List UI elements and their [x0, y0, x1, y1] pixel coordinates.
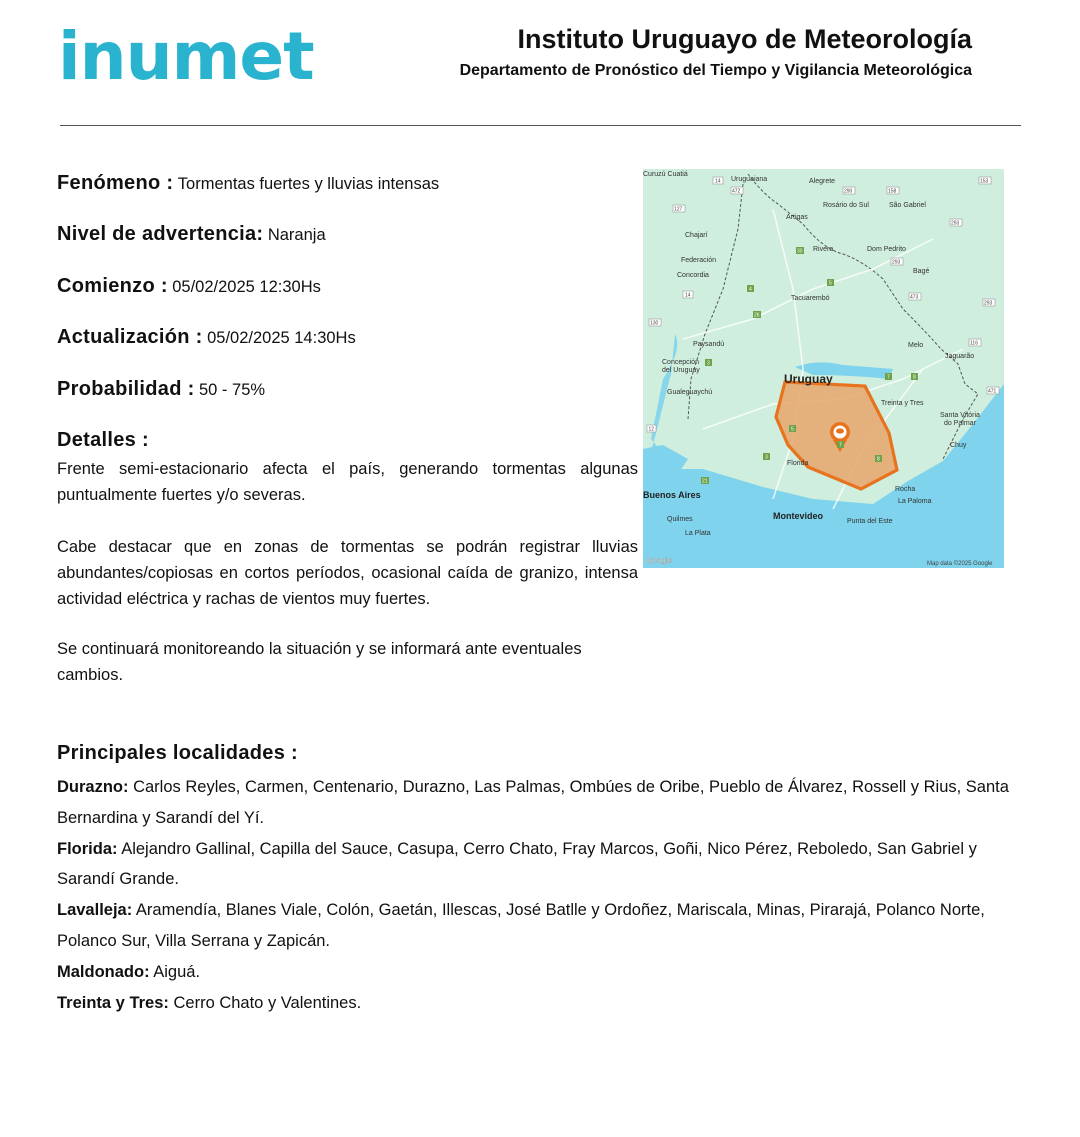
list-item	[57, 834, 1017, 896]
svg-text:12: 12	[648, 426, 655, 433]
actualizacion-label: Actualización :	[57, 326, 203, 348]
nivel-value: Naranja	[267, 226, 326, 244]
place-label: Chajarí	[685, 232, 708, 239]
svg-text:290: 290	[844, 188, 853, 195]
field-actualizacion	[57, 326, 356, 349]
svg-text:130: 130	[650, 320, 659, 327]
svg-text:26: 26	[754, 312, 760, 319]
place-label: do Palmar	[944, 420, 976, 427]
place-label: Punta del Este	[847, 518, 893, 525]
place-label: Santa Vitória	[940, 412, 980, 419]
warning-map	[643, 169, 1004, 568]
svg-text:3: 3	[765, 454, 768, 461]
department-places: Carlos Reyles, Carmen, Centenario, Durazno, Las Palmas, Ombúes de Oribe, Pueblo de Álvarez, Rossell y Rius, Santa Bernardina y Sarandí del Yí.	[57, 778, 1009, 827]
department-name: Durazno:	[57, 778, 129, 796]
detalles-paragraph-2: Cabe destacar que en zonas de tormentas se podrán registrar lluvias abundantes/copiosas en cortos períodos, ocasional caída de granizo, intensa actividad eléctrica y rachas de vientos muy fuertes.	[57, 538, 638, 608]
place-label: Florida	[787, 460, 809, 467]
svg-text:8: 8	[913, 374, 916, 381]
field-comienzo	[57, 275, 321, 298]
department-name: Lavalleja:	[57, 901, 133, 920]
department-places: Cerro Chato y Valentines.	[173, 993, 362, 1012]
probabilidad-value: 50 - 75%	[199, 381, 266, 399]
place-label: Jaguarão	[945, 353, 975, 360]
comienzo-value: 05/02/2025 12:30Hs	[172, 278, 321, 296]
svg-text:14: 14	[685, 292, 691, 299]
place-label: Paysandú	[693, 341, 725, 348]
detalles-heading: Detalles :	[57, 429, 149, 451]
inumet-logo: inumet	[58, 18, 314, 95]
place-label: Rosário do Sul	[823, 202, 869, 209]
place-label: Concordia	[677, 272, 709, 279]
svg-text:293: 293	[892, 259, 901, 266]
place-label: São Gabriel	[889, 202, 926, 209]
place-label: Federación	[681, 257, 717, 264]
department-places: Alejandro Gallinal, Capilla del Sauce, Casupa, Cerro Chato, Fray Marcos, Goñi, Nico Pérez, Reboledo, San Gabriel y Sarandí Grande.	[57, 839, 977, 889]
department-name: Treinta y Tres:	[57, 993, 169, 1012]
svg-text:3: 3	[707, 360, 710, 367]
place-label: Gualeguaychú	[667, 389, 713, 396]
fenomeno-label: Fenómeno :	[57, 172, 174, 194]
probabilidad-label: Probabilidad :	[57, 378, 195, 400]
svg-text:472: 472	[732, 188, 741, 195]
nivel-label: Nivel de advertencia:	[57, 223, 264, 245]
svg-text:21: 21	[702, 478, 708, 485]
place-label: Dom Pedrito	[867, 246, 906, 253]
svg-text:5: 5	[829, 280, 832, 287]
list-item	[57, 988, 1017, 1019]
department-subtitle: Departamento de Pronóstico del Tiempo y Vigilancia Meteorológica	[459, 62, 972, 79]
map-attribution: Map data ©2025 Google	[927, 561, 993, 567]
svg-text:5: 5	[791, 426, 794, 433]
place-label: Chuy	[950, 442, 967, 449]
actualizacion-value: 05/02/2025 14:30Hs	[207, 329, 356, 347]
department-places: Aiguá.	[153, 962, 201, 981]
header-divider	[60, 125, 1021, 126]
place-label: Alegrete	[809, 178, 836, 185]
place-label: Buenos Aires	[643, 490, 701, 500]
place-label: Quilmes	[667, 516, 693, 523]
place-label: La Paloma	[898, 498, 932, 505]
field-probabilidad	[57, 378, 265, 401]
svg-text:293: 293	[951, 220, 960, 227]
localidades-list	[57, 772, 1017, 1018]
svg-text:30: 30	[797, 248, 803, 255]
svg-text:8: 8	[877, 456, 880, 463]
place-label: Rocha	[895, 486, 916, 493]
place-label: Tacuarembó	[791, 295, 830, 302]
svg-text:116: 116	[970, 340, 978, 347]
place-label: Uruguay	[784, 372, 833, 386]
svg-text:153: 153	[980, 178, 989, 185]
place-label: Treinta y Tres	[881, 400, 924, 407]
place-label: Curuzú Cuatiá	[643, 171, 688, 178]
detalles-paragraph-3: Se continuará monitoreando la situación y se informará ante eventuales cambios.	[57, 640, 582, 684]
list-item	[57, 772, 1017, 834]
place-label: del Uruguay	[662, 367, 700, 374]
detalles-paragraph-1: Frente semi-estacionario afecta el país, generando tormentas algunas puntualmente fuertes y/o severas.	[57, 460, 638, 504]
list-item	[57, 957, 1017, 988]
svg-text:293: 293	[984, 300, 993, 307]
svg-text:4: 4	[749, 286, 752, 293]
department-name: Florida:	[57, 839, 118, 858]
place-label: Concepción	[662, 359, 699, 366]
department-places: Aramendía, Blanes Viale, Colón, Gaetán, Illescas, José Batlle y Ordoñez, Mariscala, Minas, Pirarajá, Polanco Norte, Polanco Sur, Villa Serrana y Zapicán.	[57, 901, 985, 950]
localidades-heading: Principales localidades :	[57, 742, 298, 764]
fenomeno-value: Tormentas fuertes y lluvias intensas	[177, 175, 440, 193]
place-label: Montevideo	[773, 511, 824, 521]
list-item	[57, 895, 1017, 957]
institute-title: Instituto Uruguayo de Meteorología	[517, 24, 972, 54]
svg-text:473: 473	[910, 294, 919, 301]
google-logo: Google	[646, 556, 672, 565]
field-nivel	[57, 223, 326, 246]
place-label: Bagé	[913, 268, 930, 275]
svg-text:127: 127	[674, 206, 683, 213]
svg-text:7: 7	[887, 374, 890, 381]
field-fenomeno	[57, 172, 439, 195]
svg-text:158: 158	[888, 188, 897, 195]
place-label: Rivera	[813, 246, 834, 253]
place-label: La Plata	[685, 530, 711, 537]
comienzo-label: Comienzo :	[57, 275, 168, 297]
place-label: Uruguaiana	[731, 176, 768, 183]
svg-text:471: 471	[988, 388, 997, 395]
svg-text:14: 14	[715, 178, 721, 185]
department-name: Maldonado:	[57, 962, 150, 981]
place-label: Melo	[908, 342, 924, 349]
svg-text:7: 7	[839, 442, 842, 449]
place-label: Artigas	[786, 214, 808, 221]
